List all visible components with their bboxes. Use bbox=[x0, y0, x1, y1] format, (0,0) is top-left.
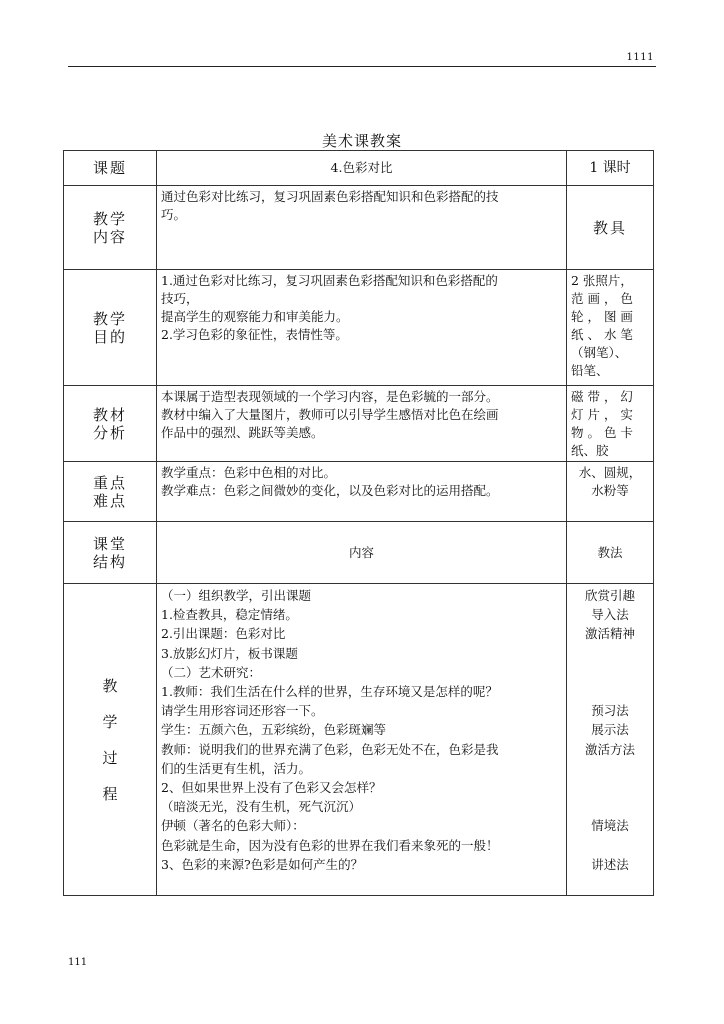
content-line: 通过色彩对比练习，复习巩固素色彩搭配知识和色彩搭配的技 bbox=[161, 189, 499, 204]
method-item: 欣赏引趣 bbox=[584, 588, 635, 603]
table-row-content bbox=[64, 186, 654, 270]
process-methods bbox=[567, 584, 654, 896]
process-line: 伊顿（著名的色彩大师）： bbox=[161, 818, 305, 834]
content-label-line1: 教学 bbox=[92, 209, 127, 228]
key-text bbox=[157, 462, 567, 522]
table-row-topic bbox=[64, 151, 654, 186]
goal-label bbox=[64, 270, 157, 386]
content-label-line2: 内容 bbox=[92, 227, 127, 246]
material-label bbox=[64, 386, 157, 462]
process-line: （暗淡无光，没有生机，死气沉沉） bbox=[161, 799, 362, 815]
material-line: 教材中编入了大量图片，教师可以引导学生感悟对比色在绘画 bbox=[161, 407, 499, 422]
method-item: 激活方法 bbox=[584, 741, 635, 757]
process-line: （一）组织教学，引出课题 bbox=[161, 588, 312, 603]
material-label-line2: 分析 bbox=[92, 423, 127, 442]
process-line: （二）艺术研究： bbox=[161, 664, 262, 680]
material-line: 本课属于造型表现领域的一个学习内容，是色彩毓的一部分。 bbox=[161, 389, 499, 404]
header-rule bbox=[68, 66, 656, 67]
goal-text bbox=[157, 270, 567, 386]
structure-method-header: 教法 bbox=[567, 522, 654, 584]
process-label-char: 程 bbox=[102, 784, 118, 803]
tools-line: （钢笔）、 bbox=[571, 345, 628, 360]
method-item: 讲述法 bbox=[591, 856, 629, 872]
key-label-line1: 重点 bbox=[92, 473, 127, 492]
process-line: 3、色彩的来源?色彩是如何产生的？ bbox=[161, 856, 364, 872]
spacer bbox=[567, 759, 653, 817]
goal-line: 1.通过色彩对比练习，复习巩固素色彩搭配知识和色彩搭配的 bbox=[161, 273, 498, 288]
goal-line: 提高学生的观察能力和审美能力。 bbox=[161, 309, 349, 324]
process-line: 1.检查教具，稳定情绪。 bbox=[161, 607, 298, 623]
process-line: 们的生活更有生机，活力。 bbox=[161, 760, 312, 776]
topic-hours: 1 课时 bbox=[567, 151, 654, 186]
content-line: 巧。 bbox=[161, 207, 187, 222]
process-line: 请学生用形容词还形容一下。 bbox=[161, 703, 324, 719]
header-page-number: 1111 bbox=[626, 52, 654, 63]
process-label bbox=[64, 584, 157, 896]
process-line: 3.放影幻灯片，板书课题 bbox=[161, 645, 298, 661]
table-row-key-points bbox=[64, 462, 654, 522]
content-label bbox=[64, 186, 157, 270]
material-line: 作品中的强烈、跳跃等美感。 bbox=[161, 425, 324, 440]
method-item: 展示法 bbox=[591, 722, 629, 738]
spacer bbox=[567, 644, 653, 702]
structure-content-header: 内容 bbox=[157, 522, 567, 584]
key-tools bbox=[567, 462, 654, 522]
tools-line: 铅笔、 bbox=[571, 363, 609, 378]
tools-label: 教具 bbox=[567, 186, 654, 270]
tools-line: 纸、胶 bbox=[571, 443, 609, 458]
tools-line: 纸 、 水 笔 bbox=[571, 327, 633, 342]
tools-line: 轮 ， 图 画 bbox=[571, 309, 633, 324]
goal-label-line2: 目的 bbox=[92, 327, 127, 346]
topic-label: 课题 bbox=[64, 151, 157, 186]
key-label bbox=[64, 462, 157, 522]
key-line: 教学难点：色彩之间微妙的变化，以及色彩对比的运用搭配。 bbox=[161, 483, 499, 498]
process-line: 学生：五颜六色，五彩缤纷，色彩斑斓等 bbox=[161, 722, 387, 738]
structure-label-line2: 结构 bbox=[92, 552, 127, 571]
method-item: 激活精神 bbox=[584, 626, 635, 642]
process-line: 教师：说明我们的世界充满了色彩，色彩无处不在，色彩是我 bbox=[161, 741, 499, 757]
tools-line: 磁 带 ， 幻 bbox=[571, 389, 633, 404]
process-label-char: 学 bbox=[102, 712, 118, 731]
goal-line: 2.学习色彩的象征性，表情性等。 bbox=[161, 327, 348, 342]
goal-tools bbox=[567, 270, 654, 386]
spacer bbox=[567, 836, 653, 855]
material-text bbox=[157, 386, 567, 462]
structure-label bbox=[64, 522, 157, 584]
table-row-goal bbox=[64, 270, 654, 386]
process-line: 1.教师：我们生活在什么样的世界，生存环境又是怎样的呢？ bbox=[161, 684, 498, 700]
tools-line: 范 画 ， 色 bbox=[571, 291, 633, 306]
table-row-material bbox=[64, 386, 654, 462]
process-label-char: 教 bbox=[102, 676, 118, 695]
goal-line: 技巧， bbox=[161, 291, 199, 306]
structure-label-line1: 课堂 bbox=[92, 534, 127, 553]
process-line: 2、但如果世界上没有了色彩又会怎样？ bbox=[161, 780, 382, 796]
goal-label-line1: 教学 bbox=[92, 309, 127, 328]
table-row-process bbox=[64, 584, 654, 896]
method-item: 情境法 bbox=[591, 818, 629, 834]
topic-content: 4.色彩对比 bbox=[157, 151, 567, 186]
key-label-line2: 难点 bbox=[92, 491, 127, 510]
material-tools bbox=[567, 386, 654, 462]
tools-line: 物 。 色 卡 bbox=[571, 425, 633, 440]
method-item: 预习法 bbox=[591, 703, 629, 719]
document-title: 美术课教案 bbox=[321, 132, 402, 150]
method-item: 导入法 bbox=[591, 607, 629, 623]
table-row-structure bbox=[64, 522, 654, 584]
footer-page-number: 111 bbox=[68, 957, 88, 968]
tools-line: 水粉等 bbox=[591, 483, 629, 498]
process-line: 色彩就是生命，因为没有色彩的世界在我们看来象死的一般！ bbox=[161, 837, 499, 853]
material-label-line1: 教材 bbox=[92, 405, 127, 424]
tools-line: 灯 片 ， 实 bbox=[571, 407, 633, 422]
tools-line: 2 张照片， bbox=[571, 273, 633, 288]
key-line: 教学重点：色彩中色相的对比。 bbox=[161, 465, 337, 480]
tools-line: 水、圆规， bbox=[578, 465, 642, 480]
process-text bbox=[157, 584, 567, 896]
process-line: 2.引出课题：色彩对比 bbox=[161, 626, 286, 642]
lesson-plan-table bbox=[63, 150, 654, 896]
process-label-char: 过 bbox=[102, 748, 118, 767]
content-text bbox=[157, 186, 567, 270]
